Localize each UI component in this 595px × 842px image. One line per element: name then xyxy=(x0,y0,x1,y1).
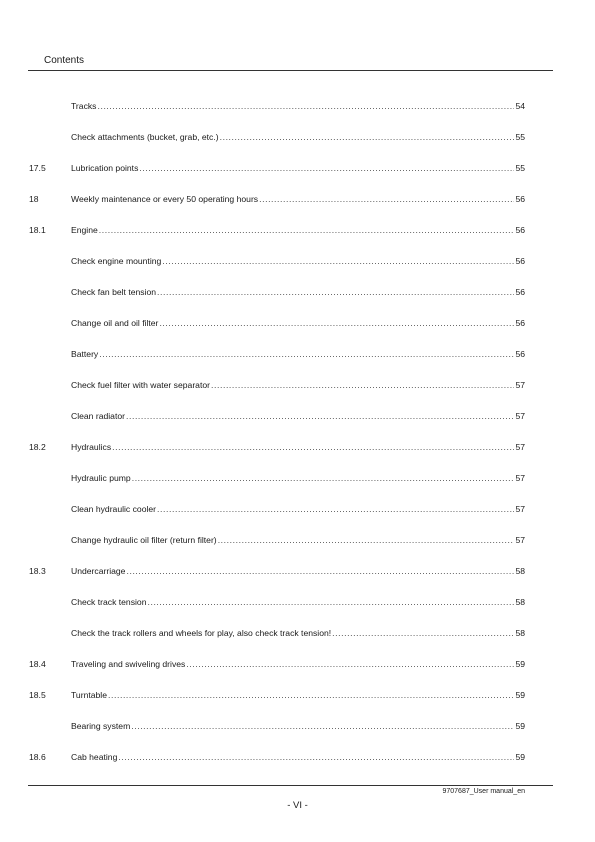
toc-page-number: 56 xyxy=(515,287,525,297)
toc-entry-title: Bearing system xyxy=(71,721,131,731)
dot-leader xyxy=(118,750,514,764)
toc-entry-title: Check fan belt tension xyxy=(71,287,157,297)
toc-page-number: 57 xyxy=(515,411,525,421)
toc-entry-title: Undercarriage xyxy=(71,566,126,576)
toc-entry[interactable] xyxy=(28,144,525,175)
toc-page-number: 55 xyxy=(515,163,525,173)
dot-leader xyxy=(126,409,514,423)
toc-entry[interactable] xyxy=(28,516,525,547)
toc-page-number: 59 xyxy=(515,721,525,731)
toc-section-number: 18.2 xyxy=(29,442,46,452)
document-id: 9707687_User manual_en xyxy=(442,788,525,795)
toc-entry-title: Check engine mounting xyxy=(71,256,162,266)
dot-leader xyxy=(99,223,514,237)
footer-divider xyxy=(28,785,553,786)
toc-page-number: 57 xyxy=(515,535,525,545)
toc-entry-title: Weekly maintenance or every 50 operating hours xyxy=(71,194,259,204)
toc-entry-title: Check the track rollers and wheels for play, also check track tension! xyxy=(71,628,332,638)
toc-page-number: 57 xyxy=(515,504,525,514)
toc-page-number: 55 xyxy=(515,132,525,142)
toc-section-number: 18.6 xyxy=(29,752,46,762)
table-of-contents xyxy=(28,82,525,764)
toc-entry[interactable] xyxy=(28,547,525,578)
toc-entry[interactable] xyxy=(28,268,525,299)
toc-page-number: 56 xyxy=(515,318,525,328)
toc-page-number: 59 xyxy=(515,659,525,669)
dot-leader xyxy=(131,719,514,733)
toc-entry[interactable] xyxy=(28,330,525,361)
toc-entry[interactable] xyxy=(28,702,525,733)
dot-leader xyxy=(132,471,514,485)
toc-entry[interactable] xyxy=(28,175,525,206)
toc-entry-title: Engine xyxy=(71,225,98,235)
page-number: - VI - xyxy=(287,800,308,811)
toc-entry[interactable] xyxy=(28,733,525,764)
toc-entry-title: Clean radiator xyxy=(71,411,125,421)
toc-page-number: 57 xyxy=(515,442,525,452)
toc-entry[interactable] xyxy=(28,454,525,485)
toc-page-number: 59 xyxy=(515,752,525,762)
toc-entry-title: Check track tension xyxy=(71,597,147,607)
toc-entry-title: Hydraulics xyxy=(71,442,112,452)
dot-leader xyxy=(157,502,514,516)
toc-entry[interactable] xyxy=(28,392,525,423)
dot-leader xyxy=(259,192,514,206)
dot-leader xyxy=(112,440,514,454)
toc-entry-title: Hydraulic pump xyxy=(71,473,131,483)
dot-leader xyxy=(218,533,514,547)
dot-leader xyxy=(139,161,514,175)
dot-leader xyxy=(162,254,514,268)
toc-entry-title: Check attachments (bucket, grab, etc.) xyxy=(71,132,219,142)
header-divider xyxy=(28,70,553,71)
toc-entry[interactable] xyxy=(28,82,525,113)
toc-section-number: 18.1 xyxy=(29,225,46,235)
toc-section-number: 18.3 xyxy=(29,566,46,576)
toc-entry[interactable] xyxy=(28,671,525,702)
toc-section-number: 18.5 xyxy=(29,690,46,700)
dot-leader xyxy=(126,564,514,578)
toc-entry-title: Battery xyxy=(71,349,99,359)
dot-leader xyxy=(108,688,514,702)
toc-entry-title: Check fuel filter with water separator xyxy=(71,380,210,390)
toc-entry[interactable] xyxy=(28,423,525,454)
toc-entry-title: Traveling and swiveling drives xyxy=(71,659,186,669)
toc-entry[interactable] xyxy=(28,361,525,392)
toc-section-number: 18.4 xyxy=(29,659,46,669)
toc-page-number: 58 xyxy=(515,566,525,576)
dot-leader xyxy=(220,130,514,144)
dot-leader xyxy=(211,378,514,392)
toc-page-number: 56 xyxy=(515,194,525,204)
toc-page-number: 57 xyxy=(515,380,525,390)
dot-leader xyxy=(147,595,514,609)
toc-page-number: 56 xyxy=(515,349,525,359)
toc-page-number: 59 xyxy=(515,690,525,700)
dot-leader xyxy=(186,657,514,671)
header-label: Contents xyxy=(44,55,85,66)
dot-leader xyxy=(157,285,514,299)
dot-leader xyxy=(97,99,514,113)
toc-entry[interactable] xyxy=(28,485,525,516)
toc-page-number: 58 xyxy=(515,597,525,607)
toc-entry[interactable] xyxy=(28,237,525,268)
toc-entry-title: Cab heating xyxy=(71,752,118,762)
toc-page-number: 54 xyxy=(515,101,525,111)
toc-entry-title: Change hydraulic oil filter (return filter) xyxy=(71,535,217,545)
toc-section-number: 17.5 xyxy=(29,163,46,173)
dot-leader xyxy=(159,316,514,330)
toc-entry[interactable] xyxy=(28,640,525,671)
toc-entry[interactable] xyxy=(28,206,525,237)
toc-page-number: 56 xyxy=(515,225,525,235)
toc-entry-title: Tracks xyxy=(71,101,97,111)
toc-section-number: 18 xyxy=(29,194,39,204)
dot-leader xyxy=(99,347,514,361)
toc-page-number: 56 xyxy=(515,256,525,266)
toc-entry-title: Turntable xyxy=(71,690,107,700)
toc-entry-title: Change oil and oil filter xyxy=(71,318,159,328)
toc-entry-title: Clean hydraulic cooler xyxy=(71,504,157,514)
toc-entry[interactable] xyxy=(28,578,525,609)
toc-entry[interactable] xyxy=(28,609,525,640)
toc-page-number: 58 xyxy=(515,628,525,638)
toc-entry-title: Lubrication points xyxy=(71,163,139,173)
toc-page-number: 57 xyxy=(515,473,525,483)
toc-entry[interactable] xyxy=(28,299,525,330)
dot-leader xyxy=(332,626,514,640)
toc-entry[interactable] xyxy=(28,113,525,144)
